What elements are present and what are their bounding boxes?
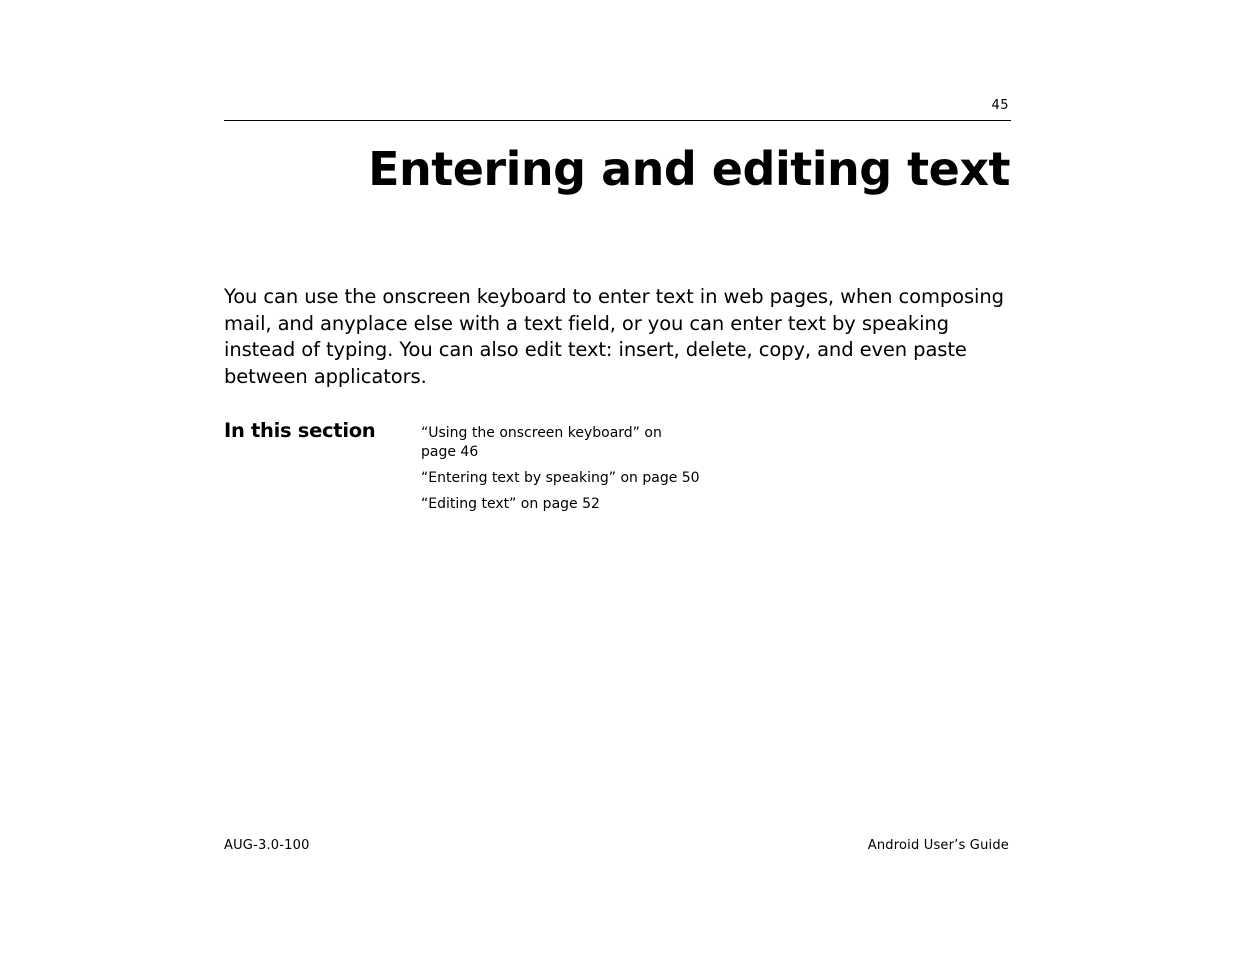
section-link-editing-text[interactable]: “Editing text” on page 52 — [421, 496, 600, 512]
section-link-list — [421, 424, 701, 521]
footer-guide-title: Android User’s Guide — [867, 838, 1009, 853]
header-rule — [224, 120, 1011, 121]
chapter-title: Entering and editing text — [368, 142, 1010, 196]
section-link-using-onscreen-keyboard[interactable]: “Using the onscreen keyboard” on page 46 — [421, 425, 662, 460]
in-this-section-label: In this section — [224, 419, 376, 442]
section-link-entering-text-by-speaking[interactable]: “Entering text by speaking” on page 50 — [421, 470, 700, 486]
footer-doc-id: AUG-3.0-100 — [224, 838, 310, 853]
page-number: 45 — [991, 98, 1009, 113]
intro-paragraph: You can use the onscreen keyboard to enter text in web pages, when composing mail, and anyplace else with a text field, or you can enter text by speaking instead of typing. You can also edit text: insert, delete, copy, and even paste between applicators. — [224, 285, 1004, 388]
